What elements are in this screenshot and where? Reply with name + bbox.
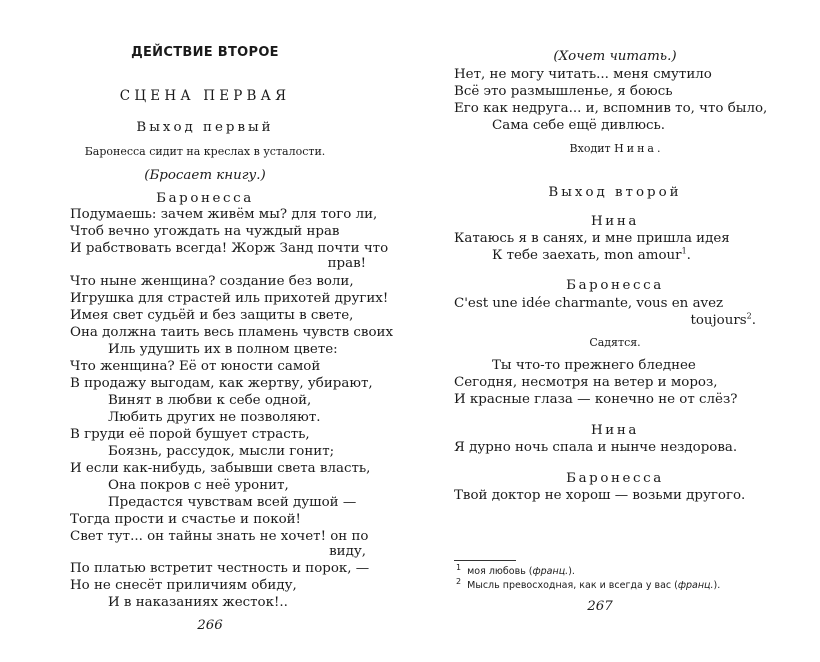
verse-line: Всё это размышленье, я боюсь	[454, 84, 673, 99]
verse-line: По платью встретит честность и порок, —	[70, 561, 370, 576]
right-page	[410, 0, 820, 662]
page-number: 267	[587, 599, 613, 614]
verse-line-indented: Любить других не позволяют.	[108, 410, 321, 425]
footnote-mark: 2	[746, 311, 752, 321]
verse-line: И если как-нибудь, забывши света власть,	[70, 461, 371, 476]
verse-line: Тогда прости и счастье и покой!	[70, 512, 301, 527]
stage-direction-italic: (Хочет читать.)	[553, 49, 677, 64]
verse-line: Игрушка для страстей иль прихотей других!	[70, 291, 389, 306]
verse-line: В продажу выгодам, как жертву, убирают,	[70, 376, 373, 391]
stage-direction-italic: (Бросает книгу.)	[144, 168, 266, 183]
exit-title: Выход первый	[136, 120, 274, 135]
verse-line-indented: Винят в любви к себе одной,	[108, 393, 312, 408]
verse-line: Подумаешь: зачем живём мы? для того ли,	[70, 207, 378, 222]
verse-line: И красные глаза — конечно не от слёз?	[454, 392, 738, 407]
speaker-name: Нина	[591, 214, 639, 229]
scene-title: СЦЕНА ПЕРВАЯ	[119, 88, 291, 104]
verse-line-indented: И в наказаниях жесток!..	[108, 595, 288, 610]
verse-line-indented: Иль удушить их в полном цвете:	[108, 342, 338, 357]
verse-line: C'est une idée charmante, vous en avez	[454, 296, 724, 311]
footnote-mark: 1	[681, 246, 687, 256]
verse-line-indented: Боязнь, рассудок, мысли гонит;	[108, 444, 335, 459]
verse-line: Я дурно ночь спала и нынче нездорова.	[454, 440, 738, 455]
act-title: ДЕЙСТВИЕ ВТОРОЕ	[131, 45, 279, 60]
verse-line: Его как недруга... и, вспомнив то, что было,	[454, 101, 768, 116]
speaker-name: Нина	[591, 423, 639, 438]
verse-line: Катаюсь я в санях, и мне пришла идея	[454, 231, 730, 246]
stage-direction: Баронесса сидит на креслах в усталости.	[84, 145, 326, 158]
verse-line-indented: Предастся чувствам всей душой —	[108, 495, 357, 510]
speaker-name: Баронесса	[156, 191, 254, 206]
verse-line-wrap: toujours$^2$.	[690, 311, 756, 328]
verse-line-indented: Сама себе ещё дивлюсь.	[492, 118, 666, 133]
enter-name: Нина	[614, 142, 657, 155]
verse-line: Свет тут... он тайны знать не хочет! он по	[70, 529, 369, 544]
verse-line: Твой доктор не хорош — возьми другого.	[454, 488, 746, 503]
stage-direction-enter: Входит Нина.	[569, 142, 661, 155]
verse-line-indented: Ты что-то прежнего бледнее	[492, 358, 696, 373]
verse-line: Что ныне женщина? создание без воли,	[70, 274, 354, 289]
verse-line-wrap: виду,	[329, 544, 366, 559]
stage-direction: Садятся.	[589, 336, 641, 349]
verse-line: Сегодня, несмотря на ветер и мороз,	[454, 375, 718, 390]
speaker-name: Баронесса	[566, 471, 664, 486]
verse-line: Имея свет судьёй и без защиты в свете,	[70, 308, 354, 323]
page-number: 266	[197, 618, 223, 633]
verse-line-indented: Она покров с неё уронит,	[108, 478, 289, 493]
verse-line-wrap: прав!	[327, 256, 366, 271]
footnote: $^2$ Мысль превосходная, как и всегда у вас (франц.).	[456, 576, 721, 591]
verse-line: В груди её порой бушует страсть,	[70, 427, 310, 442]
speaker-name: Баронесса	[566, 278, 664, 293]
verse-line: Она должна таить весь пламень чувств своих	[70, 325, 393, 340]
verse-line: Что женщина? Её от юности самой	[70, 359, 321, 374]
exit-title: Выход второй	[548, 185, 682, 200]
verse-line: Нет, не могу читать... меня смутило	[454, 67, 712, 82]
verse-line-indented: К тебе заехать, mon amour$^1$.	[492, 246, 691, 263]
footnote: $^1$ моя любовь (франц.).	[456, 562, 575, 577]
verse-line: И рабствовать всегда! Жорж Занд почти что	[70, 241, 389, 256]
footnote-rule	[454, 560, 516, 561]
verse-line: Но не снесёт приличиям обиду,	[70, 578, 297, 593]
verse-line: Чтоб вечно угождать на чуждый нрав	[70, 224, 340, 239]
